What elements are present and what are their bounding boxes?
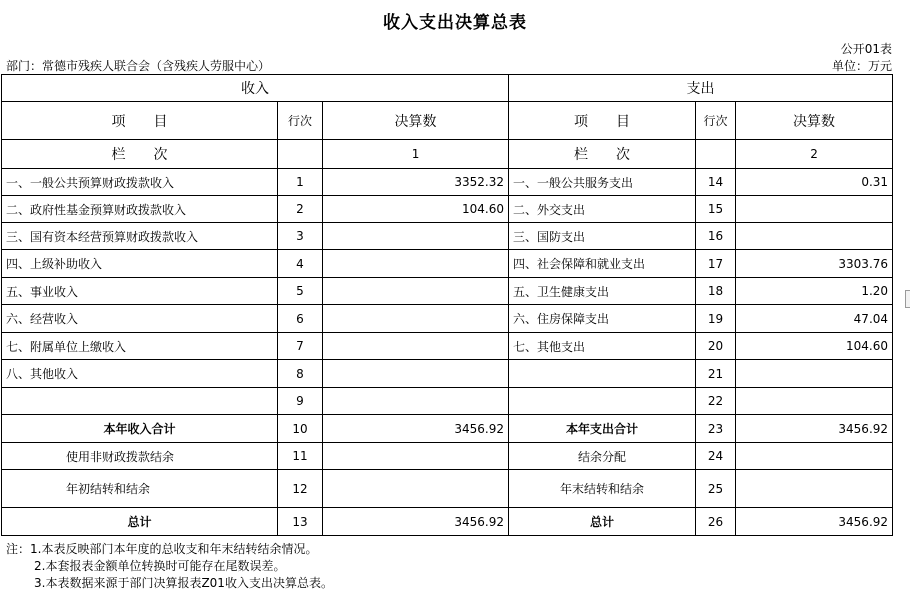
expense-row-no: 22 — [696, 388, 736, 415]
footnotes — [6, 541, 333, 592]
ending-carryover-amount — [736, 470, 893, 508]
income-item: 六、经营收入 — [2, 305, 278, 333]
footnote-2: 2.本套报表金额单位转换时可能存在尾数误差。 — [34, 559, 286, 573]
income-item: 七、附属单位上缴收入 — [2, 333, 278, 360]
income-row-no: 8 — [278, 360, 323, 388]
non-fiscal-amount — [323, 443, 509, 470]
expense-amount: 0.31 — [736, 169, 893, 196]
expense-item: 五、卫生健康支出 — [509, 278, 696, 305]
expense-item: 七、其他支出 — [509, 333, 696, 360]
expense-amount: 104.60 — [736, 333, 893, 360]
unit-label: 单位：万元 — [831, 59, 892, 73]
expense-amount: 47.04 — [736, 305, 893, 333]
income-item: 三、国有资本经营预算财政拨款收入 — [2, 223, 278, 250]
column-header-row — [2, 102, 893, 140]
income-grand-total-label: 总计 — [2, 508, 278, 536]
expense-column-number: 2 — [736, 140, 893, 169]
table-row — [2, 278, 893, 305]
budget-summary-table — [1, 74, 893, 536]
expense-item: 二、外交支出 — [509, 196, 696, 223]
expense-row-no: 15 — [696, 196, 736, 223]
expense-amount: 3303.76 — [736, 250, 893, 278]
income-grand-total-amount: 3456.92 — [323, 508, 509, 536]
table-row — [2, 250, 893, 278]
table-row — [2, 305, 893, 333]
ending-carryover-no: 25 — [696, 470, 736, 508]
beginning-carryover-amount — [323, 470, 509, 508]
expense-item: 六、住房保障支出 — [509, 305, 696, 333]
income-amount — [323, 278, 509, 305]
surplus-distribution-no: 24 — [696, 443, 736, 470]
income-section-header: 收入 — [2, 75, 509, 102]
income-item-header: 项 目 — [2, 102, 278, 140]
surplus-distribution-amount — [736, 443, 893, 470]
year-expense-total-amount: 3456.92 — [736, 415, 893, 443]
expense-amount — [736, 196, 893, 223]
year-expense-total-label: 本年支出合计 — [509, 415, 696, 443]
income-column-label: 栏 次 — [2, 140, 278, 169]
scroll-handle[interactable] — [905, 290, 910, 308]
income-row-no: 2 — [278, 196, 323, 223]
income-item: 四、上级补助收入 — [2, 250, 278, 278]
income-amount — [323, 360, 509, 388]
income-row-no-header: 行次 — [278, 102, 323, 140]
expense-column-label: 栏 次 — [509, 140, 696, 169]
income-amount: 104.60 — [323, 196, 509, 223]
expense-amount — [736, 360, 893, 388]
income-amount-header: 决算数 — [323, 102, 509, 140]
income-amount: 3352.32 — [323, 169, 509, 196]
expense-item-header: 项 目 — [509, 102, 696, 140]
expense-item: 三、国防支出 — [509, 223, 696, 250]
income-grand-total-no: 13 — [278, 508, 323, 536]
form-number: 公开01表 — [840, 42, 892, 56]
expense-row-no: 20 — [696, 333, 736, 360]
expense-section-header: 支出 — [509, 75, 893, 102]
expense-item — [509, 360, 696, 388]
income-row-no: 6 — [278, 305, 323, 333]
year-income-total-no: 10 — [278, 415, 323, 443]
income-row-no: 9 — [278, 388, 323, 415]
beginning-carryover-no: 12 — [278, 470, 323, 508]
table-row — [2, 169, 893, 196]
expense-grand-total-amount: 3456.92 — [736, 508, 893, 536]
expense-row-no: 21 — [696, 360, 736, 388]
income-amount — [323, 333, 509, 360]
year-income-total-amount: 3456.92 — [323, 415, 509, 443]
expense-row-no: 14 — [696, 169, 736, 196]
expense-row-no: 18 — [696, 278, 736, 305]
section-header-row — [2, 75, 893, 102]
beginning-carryover-label: 年初结转和结余 — [2, 470, 278, 508]
table-row — [2, 196, 893, 223]
non-fiscal-no: 11 — [278, 443, 323, 470]
footnote-1: 注：1.本表反映部门本年度的总收支和年末结转结余情况。 — [6, 542, 318, 556]
income-row-no: 4 — [278, 250, 323, 278]
carryover-row — [2, 470, 893, 508]
column-number-row — [2, 140, 893, 169]
year-income-total-label: 本年收入合计 — [2, 415, 278, 443]
expense-row-no-header: 行次 — [696, 102, 736, 140]
grand-total-row — [2, 508, 893, 536]
expense-amount — [736, 223, 893, 250]
year-total-row — [2, 415, 893, 443]
expense-amount: 1.20 — [736, 278, 893, 305]
non-fiscal-row — [2, 443, 893, 470]
expense-item — [509, 388, 696, 415]
income-amount — [323, 388, 509, 415]
income-row-no: 5 — [278, 278, 323, 305]
expense-item: 一、一般公共服务支出 — [509, 169, 696, 196]
footnote-3: 3.本表数据来源于部门决算报表Z01收入支出决算总表。 — [34, 576, 333, 590]
report-title: 收入支出决算总表 — [383, 13, 527, 33]
expense-amount — [736, 388, 893, 415]
expense-row-no: 17 — [696, 250, 736, 278]
income-row-no: 1 — [278, 169, 323, 196]
expense-item: 四、社会保障和就业支出 — [509, 250, 696, 278]
empty-cell — [696, 140, 736, 169]
table-row — [2, 388, 893, 415]
table-row — [2, 223, 893, 250]
expense-row-no: 16 — [696, 223, 736, 250]
expense-amount-header: 决算数 — [736, 102, 893, 140]
income-item: 五、事业收入 — [2, 278, 278, 305]
non-fiscal-label: 使用非财政拨款结余 — [2, 443, 278, 470]
department-label: 部门：常德市残疾人联合会（含残疾人劳服中心） — [6, 59, 271, 73]
expense-grand-total-label: 总计 — [509, 508, 696, 536]
empty-cell — [278, 140, 323, 169]
income-row-no: 7 — [278, 333, 323, 360]
income-amount — [323, 305, 509, 333]
expense-grand-total-no: 26 — [696, 508, 736, 536]
income-amount — [323, 250, 509, 278]
expense-row-no: 19 — [696, 305, 736, 333]
income-item — [2, 388, 278, 415]
income-item: 一、一般公共预算财政拨款收入 — [2, 169, 278, 196]
table-row — [2, 333, 893, 360]
table-row — [2, 360, 893, 388]
surplus-distribution-label: 结余分配 — [509, 443, 696, 470]
income-column-number: 1 — [323, 140, 509, 169]
income-item: 八、其他收入 — [2, 360, 278, 388]
ending-carryover-label: 年末结转和结余 — [509, 470, 696, 508]
income-amount — [323, 223, 509, 250]
year-expense-total-no: 23 — [696, 415, 736, 443]
income-row-no: 3 — [278, 223, 323, 250]
income-item: 二、政府性基金预算财政拨款收入 — [2, 196, 278, 223]
